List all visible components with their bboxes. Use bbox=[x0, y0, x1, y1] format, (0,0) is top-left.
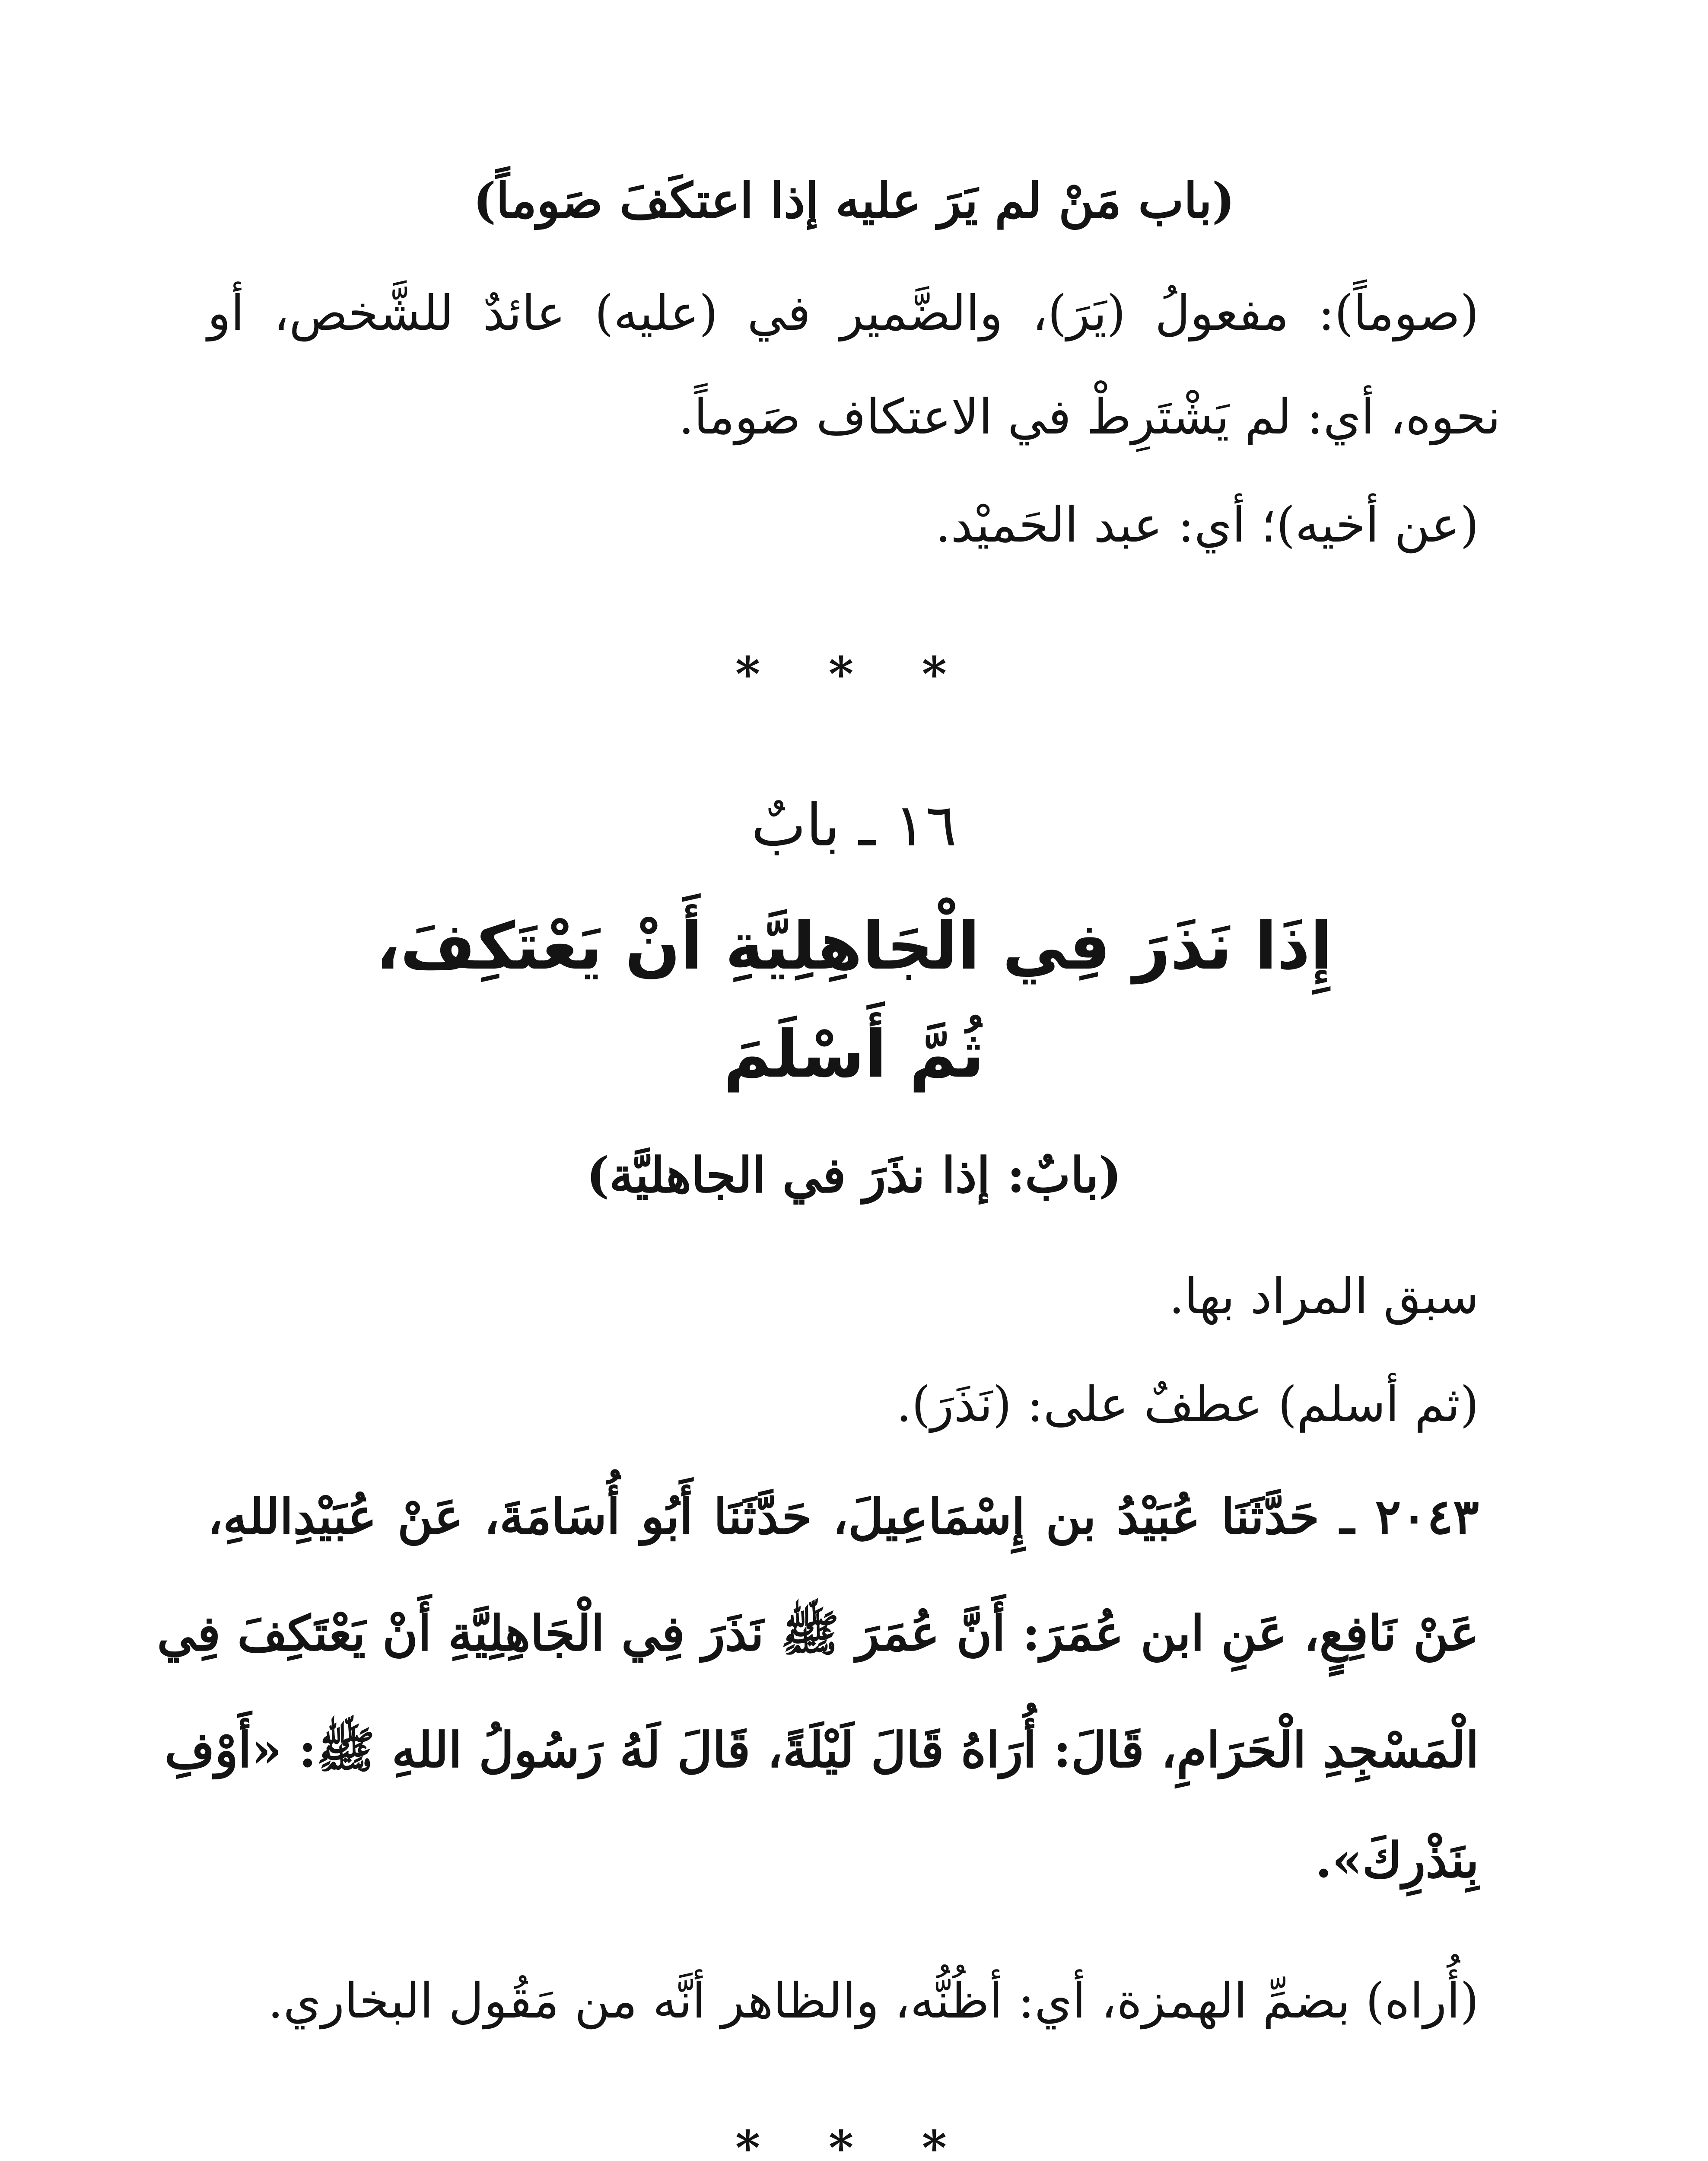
hadith-line: عَنْ نَافِعٍ، عَنِ ابن عُمَرَ: أَنَّ عُمَرَ ﷺ نَذَرَ فِي الْجَاهِلِيَّةِ أَنْ يَعْتَكِفَ فِي bbox=[157, 1605, 1479, 1662]
commentary-line: (صوماً): مفعولُ (يَرَ)، والضَّمير في (عليه) عائدٌ للشَّخص، أو bbox=[207, 285, 1479, 341]
commentary-line: (عن أخيه)؛ أي: عبد الحَميْد. bbox=[935, 497, 1479, 553]
section-separator: * * * bbox=[735, 2120, 973, 2161]
sub-heading: (بابٌ: إذا نذَرَ في الجاهليَّة) bbox=[586, 1147, 1122, 1204]
chapter-number: ١٦ ـ بابٌ bbox=[751, 791, 957, 859]
commentary-line: نحوه، أي: لم يَشْتَرِطْ في الاعتكاف صَوماً. bbox=[678, 389, 1501, 445]
commentary-line: (أُراه) بضمِّ الهمزة، أي: أظُنُّه، والظاهر أنَّه من مَقُول البخاري. bbox=[267, 1973, 1479, 2029]
hadith-line: ٢٠٤٣ ـ حَدَّثَنَا عُبَيْدُ بن إِسْمَاعِيلَ، حَدَّثَنَا أَبُو أُسَامَةَ، عَنْ عُبَيْدِاللهِ، bbox=[207, 1488, 1479, 1545]
section-separator: * * * bbox=[735, 646, 973, 702]
commentary-line: (ثم أسلم) عطفٌ على: (نَذَرَ). bbox=[896, 1377, 1479, 1433]
chapter-title: ثُمَّ أَسْلَمَ bbox=[723, 1017, 985, 1092]
section-heading: (باب مَنْ لم يَرَ عليه إذا اعتكَفَ صَوماً) bbox=[473, 172, 1235, 229]
chapter-title: إِذَا نَذَرَ فِي الْجَاهِلِيَّةِ أَنْ يَعْتَكِفَ، bbox=[375, 909, 1333, 984]
hadith-line: الْمَسْجِدِ الْحَرَامِ، قَالَ: أُرَاهُ قَالَ لَيْلَةً، قَالَ لَهُ رَسُولُ اللهِ ﷺ: «أَوْفِ bbox=[164, 1722, 1479, 1779]
commentary-line: سبق المراد بها. bbox=[1169, 1269, 1479, 1325]
hadith-line: بِنَذْرِكَ». bbox=[1315, 1832, 1479, 1889]
